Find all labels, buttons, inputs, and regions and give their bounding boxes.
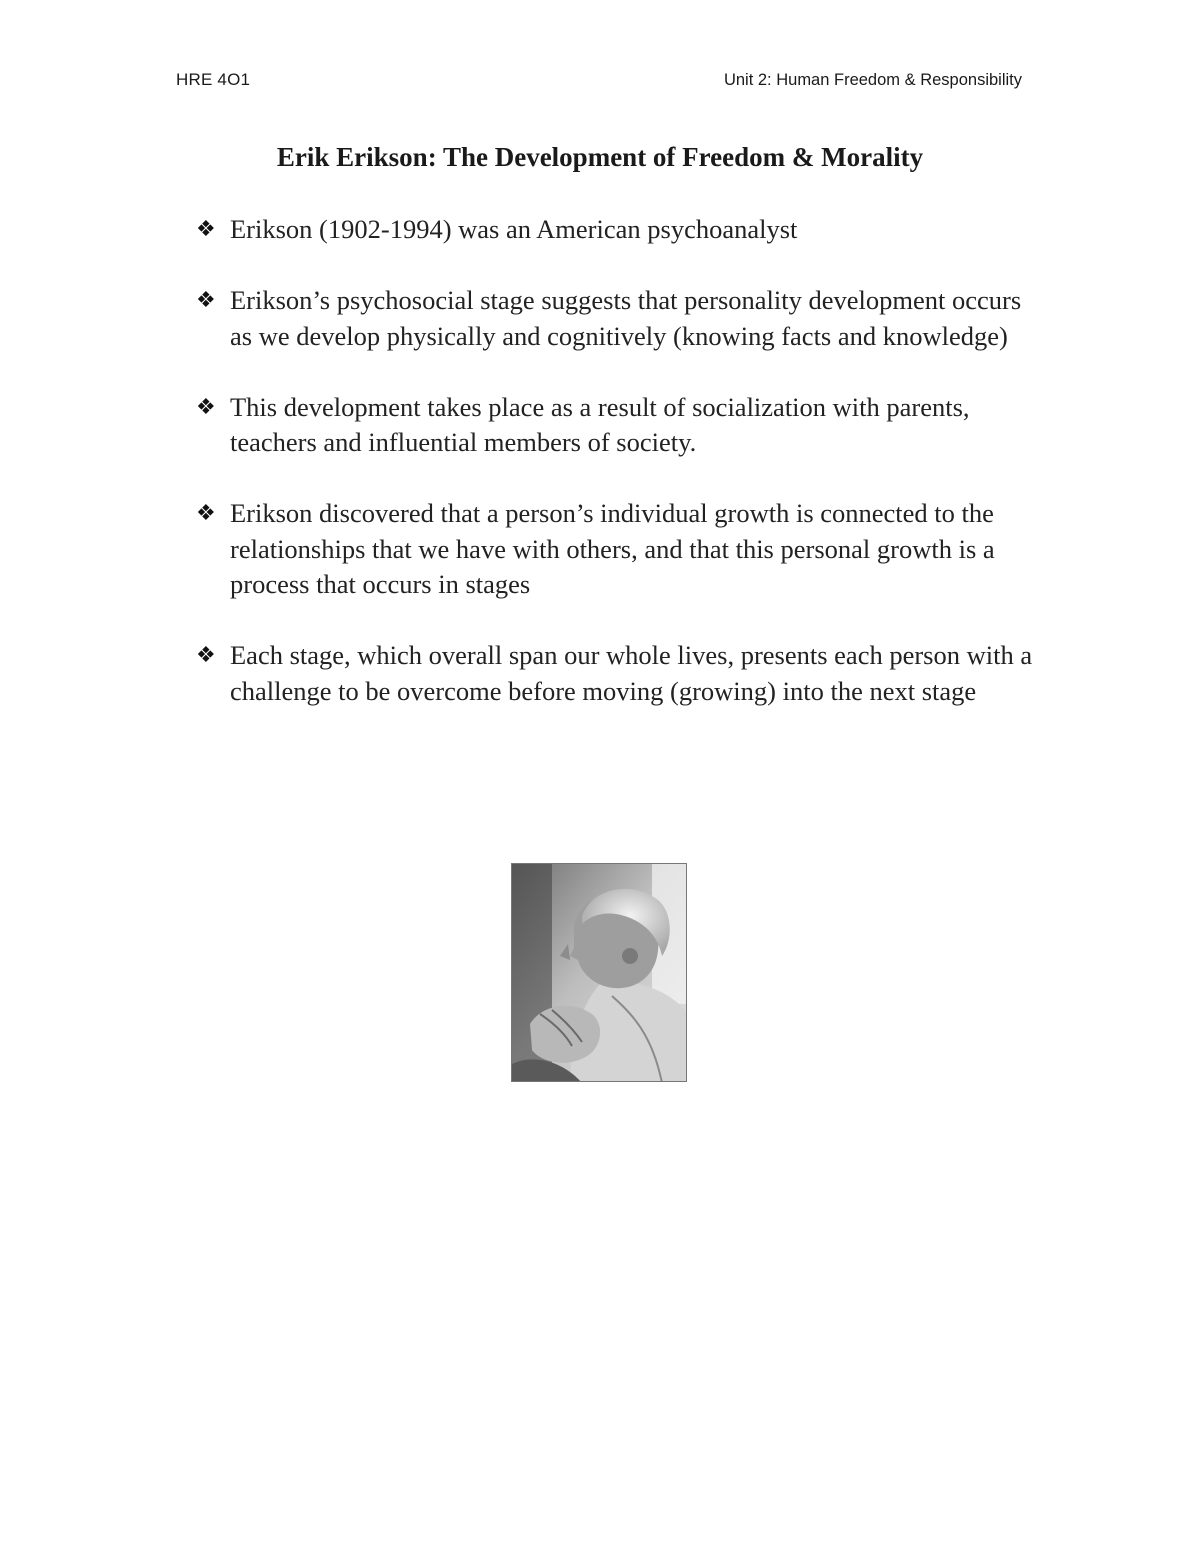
- list-item: [196, 212, 1036, 248]
- diamond-cross-icon: ❖: [196, 288, 216, 313]
- list-item: [196, 390, 1036, 461]
- bullet-text: This development takes place as a result of socialization with parents, teachers and influential members of society.: [230, 391, 970, 457]
- diamond-cross-icon: ❖: [196, 643, 216, 668]
- diamond-cross-icon: ❖: [196, 394, 216, 420]
- bullet-text: Erikson discovered that a person’s individual growth is connected to the relationships that we have with others, and that this personal growth is a process that occurs in stages: [230, 498, 995, 599]
- diamond-cross-icon: ❖: [196, 501, 216, 526]
- portrait-photo: [511, 863, 687, 1082]
- portrait-illustration: [512, 864, 687, 1082]
- unit-title: Unit 2: Human Freedom & Responsibility: [723, 71, 1022, 89]
- diamond-cross-icon: ❖: [196, 217, 216, 242]
- bullet-list: [196, 212, 1036, 745]
- list-item: [196, 283, 1036, 354]
- list-item: [196, 496, 1036, 603]
- bullet-text: Each stage, which overall span our whole lives, presents each person with a challenge to be overcome before moving (growing) into the next stage: [230, 640, 1033, 706]
- bullet-text: Erikson’s psychosocial stage suggests that personality development occurs as we develop physically and cognitively (knowing facts and knowledge): [230, 285, 1022, 351]
- bullet-text: Erikson (1902-1994) was an American psychoanalyst: [230, 214, 798, 244]
- page-title: Erik Erikson: The Development of Freedom & Morality: [276, 142, 924, 172]
- course-code: HRE 4O1: [176, 70, 251, 89]
- list-item: [196, 638, 1036, 709]
